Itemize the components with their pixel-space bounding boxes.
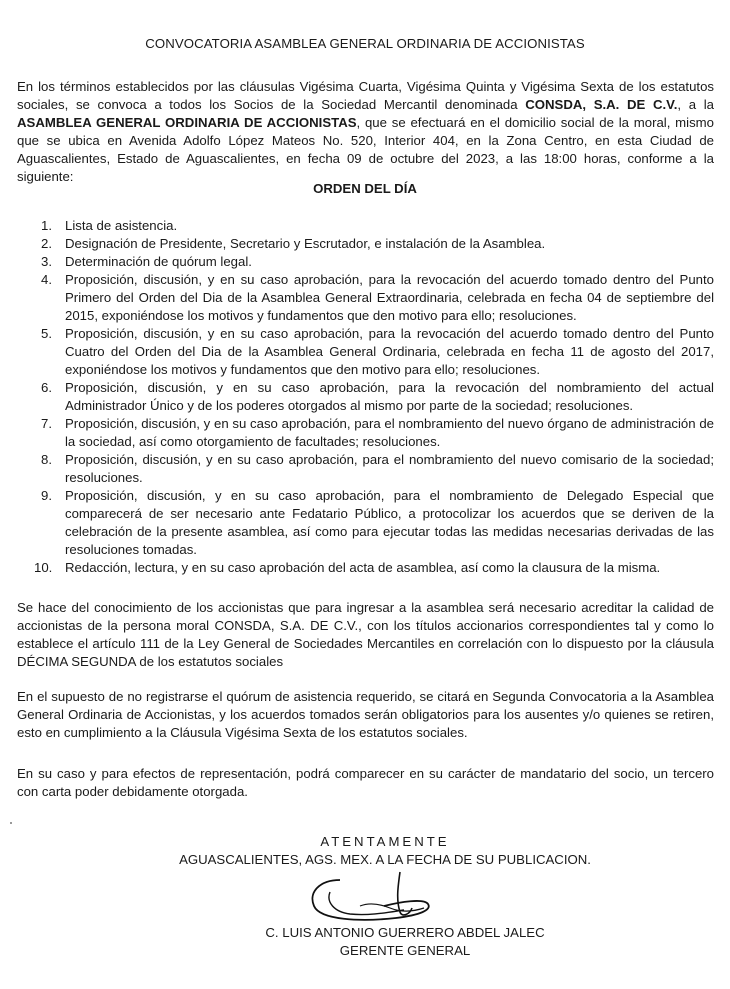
- signature-graphic: [300, 862, 440, 932]
- agenda-item-text: Redacción, lectura, y en su caso aprobación del acta de asamblea, así como la clausura de la misma.: [65, 560, 661, 575]
- signer-role: GERENTE GENERAL: [339, 943, 471, 958]
- agenda-item: [17, 271, 714, 325]
- agenda-item-number: 3.: [41, 254, 52, 269]
- agenda-item-text: Proposición, discusión, y en su caso aprobación, para el nombramiento de Delegado Especial que comparecerá de ser necesario ante Fedatario Público, a protocolizar los acuerdos que se deriven de la celebración de la presente asamblea, así como para ejecutar todas las medidas necesarias derivadas de las resoluciones tomadas.: [65, 488, 714, 557]
- closing-salutation: ATENTAMENTE: [320, 834, 450, 849]
- signer-name: C. LUIS ANTONIO GUERRERO ABDEL JALEC: [265, 925, 545, 940]
- document-title: CONVOCATORIA ASAMBLEA GENERAL ORDINARIA DE ACCIONISTAS: [145, 36, 585, 51]
- agenda-item-number: 9.: [41, 488, 52, 503]
- intro-text-2: , a la: [677, 97, 714, 112]
- agenda-item: [17, 451, 714, 487]
- agenda-item-text: Proposición, discusión, y en su caso aprobación, para la revocación del acuerdo tomado dentro del Punto Cuatro del Orden del Dia de la Asamblea General Ordinaria, celebrada en fecha 11 de agosto del 2017, exponiéndose los motivos y fundamentos que den motivo para ello; resoluciones.: [65, 326, 714, 377]
- quorum-paragraph: En el supuesto de no registrarse el quórum de asistencia requerido, se citará en Segunda Convocatoria a la Asamblea General Ordinaria de Accionistas, y los acuerdos tomados serán obligatorios para los ausentes y/o quienes se retiren, esto en cumplimiento a la Cláusula Vigésima Sexta de los estatutos sociales.: [17, 689, 714, 740]
- agenda-item: [17, 379, 714, 415]
- agenda-item-text: Proposición, discusión, y en su caso aprobación, para la revocación del acuerdo tomado dentro del Punto Primero del Orden del Dia de la Asamblea General Extraordinaria, celebrada en fecha 04 de septiembre del 2015, exponiéndose los motivos y fundamentos que den motivo para ello; resoluciones.: [65, 272, 714, 323]
- closing-place-date: AGUASCALIENTES, AGS. MEX. A LA FECHA DE SU PUBLICACION.: [179, 852, 591, 867]
- margin-mark: [10, 822, 12, 824]
- company-name: CONSDA, S.A. DE C.V.: [525, 97, 678, 112]
- agenda-item-number: 6.: [41, 380, 52, 395]
- assembly-name: ASAMBLEA GENERAL ORDINARIA DE ACCIONISTAS: [17, 115, 357, 130]
- agenda-item-number: 7.: [41, 416, 52, 431]
- requirements-paragraph: Se hace del conocimiento de los accionistas que para ingresar a la asamblea será necesario acreditar la calidad de accionistas de la persona moral CONSDA, S.A. DE C.V., con los títulos accionarios correspondientes tal y como lo establece el artículo 111 de la Ley General de Sociedades Mercantiles en correlación con lo dispuesto por la cláusula DÉCIMA SEGUNDA de los estatutos sociales: [17, 600, 714, 669]
- agenda-item-number: 8.: [41, 452, 52, 467]
- agenda-item-text: Determinación de quórum legal.: [65, 254, 252, 269]
- agenda-item-number: 5.: [41, 326, 52, 341]
- agenda-item-number: 2.: [41, 236, 52, 251]
- agenda-item: [17, 487, 714, 559]
- agenda-item: [17, 415, 714, 451]
- agenda-item: [17, 325, 714, 379]
- intro-text-3: , que se efectuará en el domicilio social de la moral, mismo que se ubica en Avenida Adolfo López Mateos No. 520, Interior 404, en la Zona Centro, en esta Ciudad de Aguascalientes, Estado de Aguascalientes, en fecha 09 de octubre del 2023, a las 18:00 horas, conforme a la siguiente:: [17, 115, 715, 184]
- agenda-item-number: 10.: [34, 560, 53, 575]
- agenda-item-text: Proposición, discusión, y en su caso aprobación, para el nombramiento del nuevo comisario de la sociedad; resoluciones.: [65, 452, 714, 485]
- agenda-item-number: 1.: [41, 218, 52, 233]
- representation-paragraph: En su caso y para efectos de representación, podrá comparecer en su carácter de mandatario del socio, un tercero con carta poder debidamente otorgada.: [17, 766, 714, 799]
- agenda-title: ORDEN DEL DÍA: [313, 181, 417, 196]
- intro-text-1: En los términos establecidos por las cláusulas Vigésima Cuarta, Vigésima Quinta y Vigésima Sexta de los estatutos sociales, se convoca a todos los Socios de la Sociedad Mercantil denominada: [17, 79, 714, 112]
- agenda-item-text: Proposición, discusión, y en su caso aprobación, para la revocación del nombramiento del actual Administrador Único y de los poderes otorgados al mismo por parte de la sociedad; resoluciones.: [65, 380, 714, 413]
- agenda-item: [17, 235, 714, 253]
- agenda-item-text: Lista de asistencia.: [65, 218, 178, 233]
- agenda-item: [17, 559, 714, 577]
- agenda-item: [17, 217, 714, 235]
- agenda-item: [17, 253, 714, 271]
- agenda-item-number: 4.: [41, 272, 52, 287]
- agenda-list: [17, 217, 714, 577]
- agenda-item-text: Designación de Presidente, Secretario y Escrutador, e instalación de la Asamblea.: [65, 236, 546, 251]
- intro-paragraph: [17, 78, 714, 186]
- agenda-item-text: Proposición, discusión, y en su caso aprobación, para el nombramiento del nuevo órgano de administración de la sociedad, así como otorgamiento de facultades; resoluciones.: [65, 416, 714, 449]
